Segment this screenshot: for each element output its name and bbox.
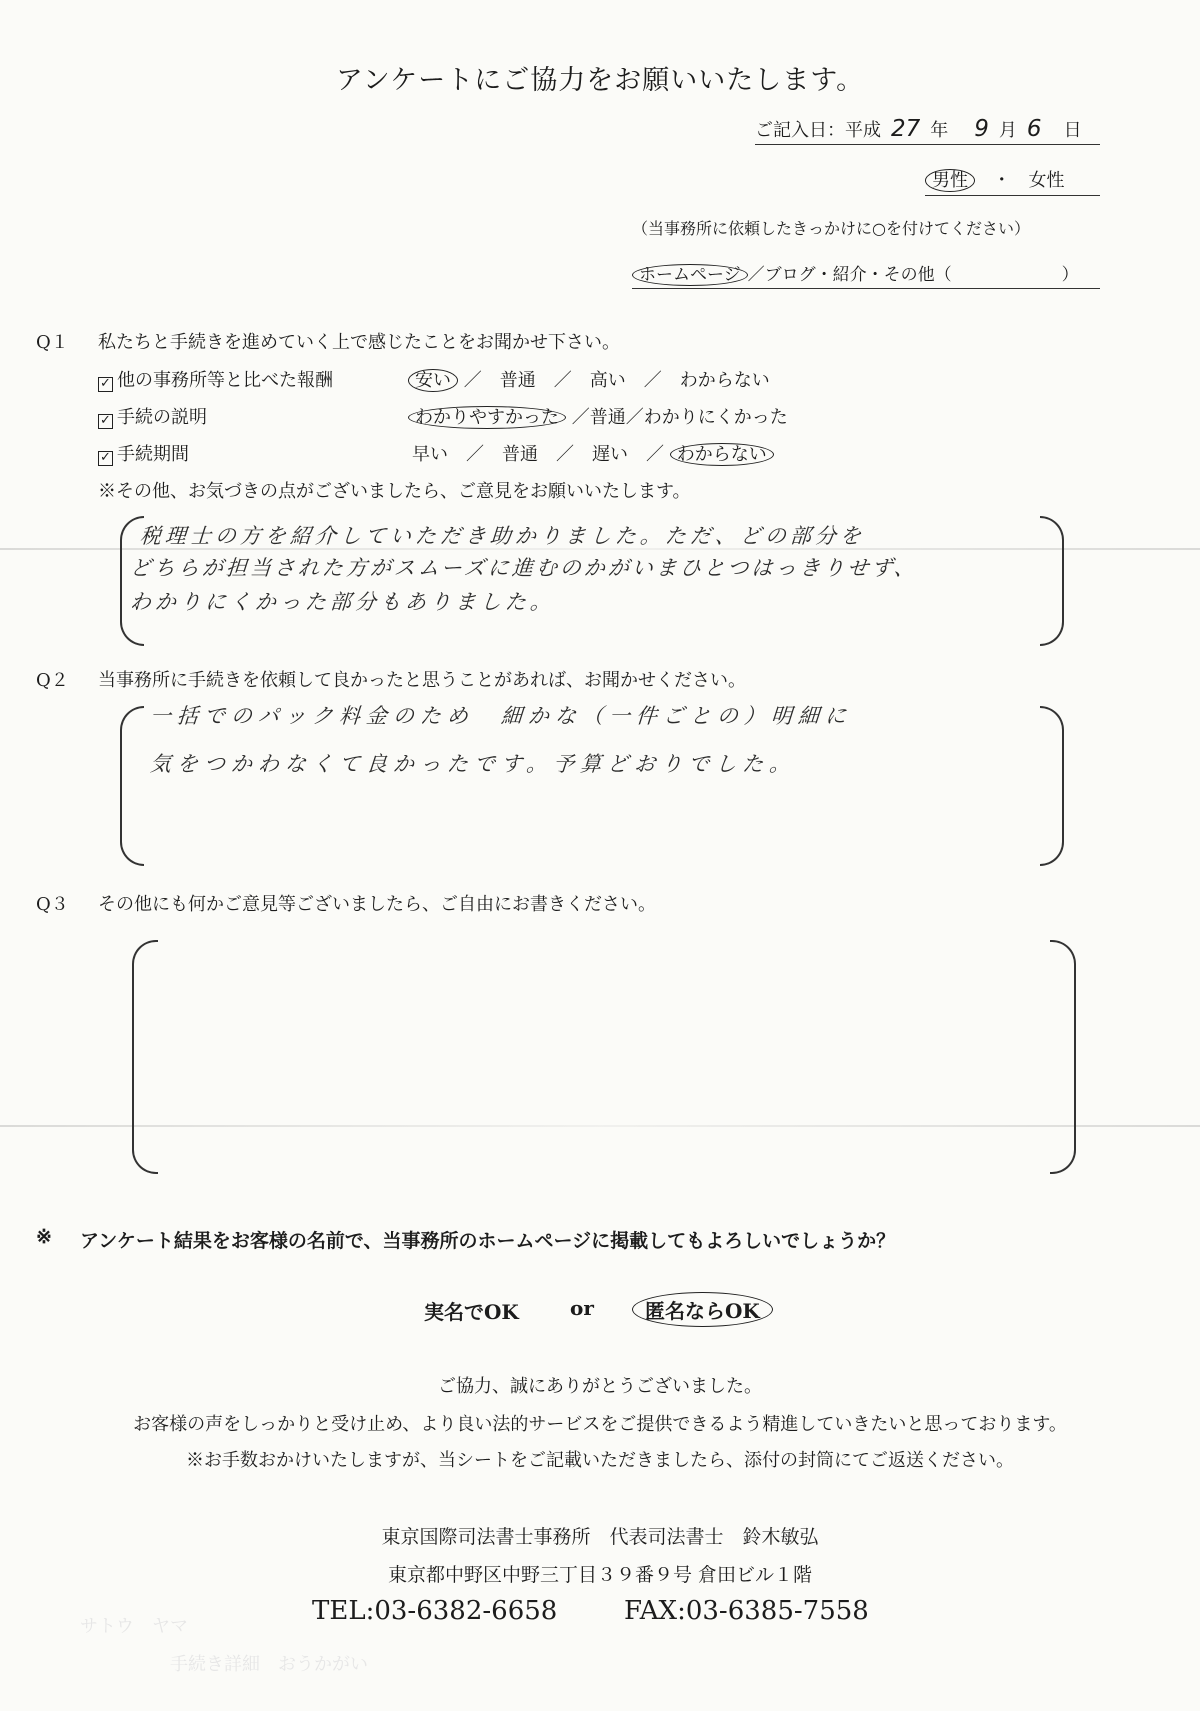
q3-answer-area[interactable]	[170, 944, 1030, 1166]
q1-answer-line: わかりにくかった部分もありました。	[129, 590, 556, 614]
date-label: ご記入日：平成	[755, 120, 881, 141]
page-title: アンケートにご協力をお願いいたします。	[335, 65, 865, 96]
q2-answer-line: 気をつかわなくて良かったです。予算どおりでした。	[149, 752, 798, 776]
q1-fee-options	[408, 366, 770, 392]
checkbox-checked[interactable]: ✓	[98, 377, 113, 392]
trigger-prompt: （当事務所に依頼したきっかけに○を付けてください）	[632, 219, 1030, 238]
q1-item-explanation	[98, 403, 207, 429]
date-day-unit: 日	[1063, 120, 1082, 141]
q1-fee-selected[interactable]: 安い	[408, 369, 458, 392]
q3-number: Q３	[36, 894, 69, 915]
publish-question: アンケート結果をお客様の名前で、当事務所のホームページに掲載してもよろしいでしょうか？	[80, 1230, 896, 1252]
trigger-homepage-selected[interactable]: ホームページ	[632, 264, 748, 286]
q1-item-label: 手続の説明	[117, 407, 207, 428]
q1-period-options	[412, 440, 774, 466]
q2-answer-bracket-left	[120, 706, 144, 866]
q1-fee-rest: ／ 普通 ／ 高い ／ わからない	[463, 370, 770, 391]
q1-text: 私たちと手続きを進めていく上で感じたことをお聞かせ下さい。	[98, 332, 620, 353]
office-address: 東京都中野区中野三丁目３９番９号 倉田ビル１階	[387, 1564, 813, 1586]
faint-mark: 手続き詳細 おうかがい	[170, 1654, 368, 1675]
publish-option-anonymous-selected[interactable]: 匿名ならOK	[632, 1292, 773, 1327]
q1-explanation-rest: ／普通／わかりにくかった	[571, 407, 788, 428]
trigger-options	[632, 260, 1100, 289]
checkbox-checked[interactable]: ✓	[98, 451, 113, 466]
q1-answer-line: 税理士の方を紹介していただき助かりました。ただ、どの部分を	[139, 524, 866, 548]
q1-item-fee	[98, 366, 333, 392]
q1-other-prompt: ※その他、お気づきの点がございましたら、ご意見をお願いいたします。	[98, 481, 691, 502]
q3-answer-bracket-left	[132, 940, 158, 1174]
q1-explanation-selected[interactable]: わかりやすかった	[408, 406, 566, 429]
date-day: 6	[1026, 116, 1042, 142]
q2-answer-bracket-right	[1040, 706, 1064, 866]
q2-text: 当事務所に手続きを依頼して良かったと思うことがあれば、お聞かせください。	[98, 670, 746, 691]
q1-period-selected[interactable]: わからない	[670, 443, 774, 466]
q1-answer-line: どちらが担当された方がスムーズに進むのかがいまひとつはっきりせず、	[129, 556, 919, 580]
thanks-line: ご協力、誠にありがとうございました。	[438, 1376, 762, 1397]
q1-item-period	[98, 440, 189, 466]
publish-or: or	[570, 1296, 594, 1320]
publish-mark: ※	[36, 1226, 52, 1248]
checkbox-checked[interactable]: ✓	[98, 414, 113, 429]
q3-answer-bracket-right	[1050, 940, 1076, 1174]
faint-mark: サトウ ヤマ	[80, 1616, 188, 1637]
date-year: 27	[891, 116, 921, 142]
q1-answer-bracket-right	[1040, 516, 1064, 646]
q1-item-label: 他の事務所等と比べた報酬	[117, 370, 333, 391]
trigger-close: ）	[1061, 265, 1079, 285]
date-line	[755, 116, 1100, 145]
gender-male-selected[interactable]: 男性	[925, 169, 975, 192]
gender-line	[925, 166, 1100, 196]
office-fax: FAX:03-6385-7558	[624, 1596, 869, 1626]
q1-item-label: 手続期間	[117, 444, 189, 465]
gender-separator: ・	[992, 170, 1011, 191]
publish-option-real-name[interactable]: 実名でOK	[424, 1300, 519, 1324]
q1-number: Q１	[36, 332, 69, 353]
office-name: 東京国際司法書士事務所 代表司法書士 鈴木敏弘	[381, 1526, 819, 1548]
q3-text: その他にも何かご意見等ございましたら、ご自由にお書きください。	[98, 894, 656, 915]
date-month-unit: 月	[998, 120, 1017, 141]
q2-number: Q２	[36, 670, 69, 691]
q1-period-before: 早い ／ 普通 ／ 遅い ／	[412, 444, 664, 465]
date-month: 9	[974, 116, 989, 142]
q2-answer-line: 一括でのパック料金のため 細かな（一件ごとの）明細に	[149, 704, 853, 728]
thanks-line: ※お手数おかけいたしますが、当シートをご記載いただきましたら、添付の封筒にてご返送ください。	[186, 1450, 1014, 1471]
date-year-unit: 年	[930, 120, 949, 141]
gender-female[interactable]: 女性	[1028, 170, 1065, 191]
thanks-line: お客様の声をしっかりと受け止め、より良い法的サービスをご提供できるよう精進していきたいと思っております。	[133, 1414, 1067, 1435]
trigger-rest: ／ブログ・紹介・その他（	[747, 265, 952, 285]
q1-explanation-options	[408, 403, 788, 429]
office-tel: TEL:03-6382-6658	[312, 1596, 558, 1626]
